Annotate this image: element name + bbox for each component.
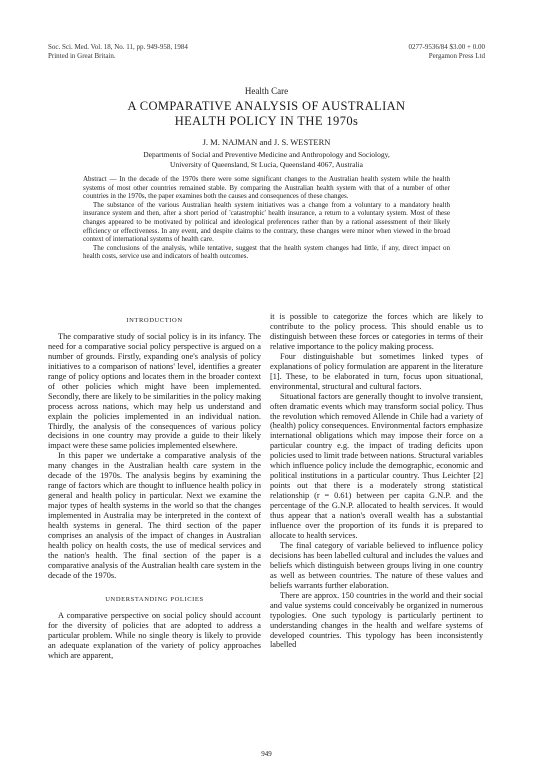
title-line-1: A COMPARATIVE ANALYSIS OF AUSTRALIAN bbox=[127, 99, 406, 113]
body-paragraph: The final category of variable believed to influence policy decisions has been labelled cultural and includes the values and beliefs which distinguish between groups living in one country as well as between countries. The nature of these values and beliefs warrants further elaboration. bbox=[270, 540, 483, 590]
abstract-paragraph: Abstract — In the decade of the 1970s there were some significant changes to the Australian health system while the health systems of most other countries remained stable. By comparing the Australian health system with that of a number of other countries in the 1970s, the paper examines both the causes and consequences of these changes. bbox=[83, 175, 450, 201]
citation-line-1: Soc. Sci. Med. Vol. 18, No. 11, pp. 949-958, 1984 bbox=[48, 43, 188, 51]
publisher-info bbox=[409, 43, 485, 61]
price-code: 0277-9536/84 $3.00 + 0.00 bbox=[408, 43, 485, 51]
right-column bbox=[270, 312, 483, 650]
abstract bbox=[83, 175, 450, 261]
page-number: 949 bbox=[261, 750, 272, 758]
body-paragraph: There are approx. 150 countries in the world and their social and value systems could conceivably be organized in numerous typologies. One such typology is particularly pertinent to understanding changes in the health and welfare systems of developed countries. This typology has been inconsistently labelled bbox=[270, 590, 483, 650]
body-paragraph: The comparative study of social policy is in its infancy. The need for a comparative social policy perspective is argued on a number of grounds. Firstly, expanding one's analysis of policy initiatives to a comparison of nations' level, identifies a greater range of policy options and locates them in the broader context of other policies which might have been implemented. Secondly, there are likely to be similarities in the policy making process across nations, which may help us understand and explain the policies implemented in an individual nation. Thirdly, the analysis of the consequences of various policy decisions in one country may provide a guide to their likely impact were these same policies implemented elsewhere. bbox=[48, 331, 261, 451]
publisher-name: Pergamon Press Ltd bbox=[428, 52, 485, 60]
body-paragraph: Situational factors are generally thought to involve transient, often dramatic events which may transform social policy. Thus the revolution which removed Allende in Chile had a variety of (health) policy consequences. Environmental factors emphasize international obligations which may impose their force on a particular country e.g. the impact of trading deficits upon policies used to limit trade between nations. Structural variables which influence policy include the demographic, economic and political institutions in a particular country. Thus Leichter [2] points out that there is a moderately strong statistical relationship (r = 0.61) between per capita G.N.P. and the percentage of the G.N.P. allocated to health services. It would thus appear that a nation's overall wealth has a substantial influence over the proportion of its funds it is prepared to allocate to health services. bbox=[270, 391, 483, 540]
left-column bbox=[48, 312, 261, 661]
affiliation-line-2: University of Queensland, St Lucia, Queensland 4067, Australia bbox=[170, 159, 363, 169]
body-paragraph: A comparative perspective on social policy should account for the diversity of policies that are adopted to address a particular problem. While no single theory is likely to provide an adequate explanation of the variety of policy approaches which are apparent, bbox=[48, 610, 261, 660]
article-title bbox=[60, 99, 473, 129]
affiliation-line-1: Departments of Social and Preventive Medicine and Anthropology and Sociology, bbox=[143, 150, 390, 159]
body-paragraph: it is possible to categorize the forces which are likely to contribute to the policy process. This should enable us to distinguish between these forces or categories in terms of their relative importance to the policy making process. bbox=[270, 312, 483, 351]
citation-line-2: Printed in Great Britain. bbox=[48, 52, 116, 60]
body-paragraph: In this paper we undertake a comparative analysis of the many changes in the Australian health care system in the decade of the 1970s. The analysis begins by examining the range of factors which are thought to influence health policy in general and health policy in particular. Next we examine the major types of health systems in the world so that the changes implemented in Australia may be interpreted in the context of health systems in general. The third section of the paper comprises an analysis of the impact of changes in Australian health policy on health costs, the use of medical services and the nation's health. The final section of the paper is a comparative analysis of the Australian health care system in the decade of the 1970s. bbox=[48, 451, 261, 580]
abstract-paragraph: The conclusions of the analysis, while tentative, suggest that the health system changes had little, if any, direct impact on health costs, service use and indicators of health outcomes. bbox=[83, 243, 450, 261]
introduction-heading: INTRODUCTION bbox=[126, 317, 183, 324]
abstract-paragraph: The substance of the various Australian health system initiatives was a change from a voluntary to a mandatory health insurance system and then, after a short period of 'catastrophic' health insurance, a return to a voluntary system. Most of these changes appeared to be motivated by political and ideological preferences rather than by a rational assessment of their likely efficiency or effectiveness. In any event, and despite claims to the contrary, these changes were minor when viewed in the broad context of international systems of health care. bbox=[83, 200, 450, 244]
understanding-policies-heading: UNDERSTANDING POLICIES bbox=[105, 595, 204, 603]
section-label: Health Care bbox=[244, 86, 289, 96]
body-paragraph: Four distinguishable but sometimes linked types of explanations of policy formulation are apparent in the literature [1]. These, to be elaborated in turn, focus upon situational, environmental, structural and cultural factors. bbox=[270, 351, 483, 391]
affiliation bbox=[80, 150, 453, 169]
title-line-2: HEALTH POLICY IN THE 1970s bbox=[174, 114, 359, 128]
journal-citation bbox=[48, 43, 188, 61]
authors: J. M. NAJMAN and J. S. WESTERN bbox=[202, 137, 331, 147]
